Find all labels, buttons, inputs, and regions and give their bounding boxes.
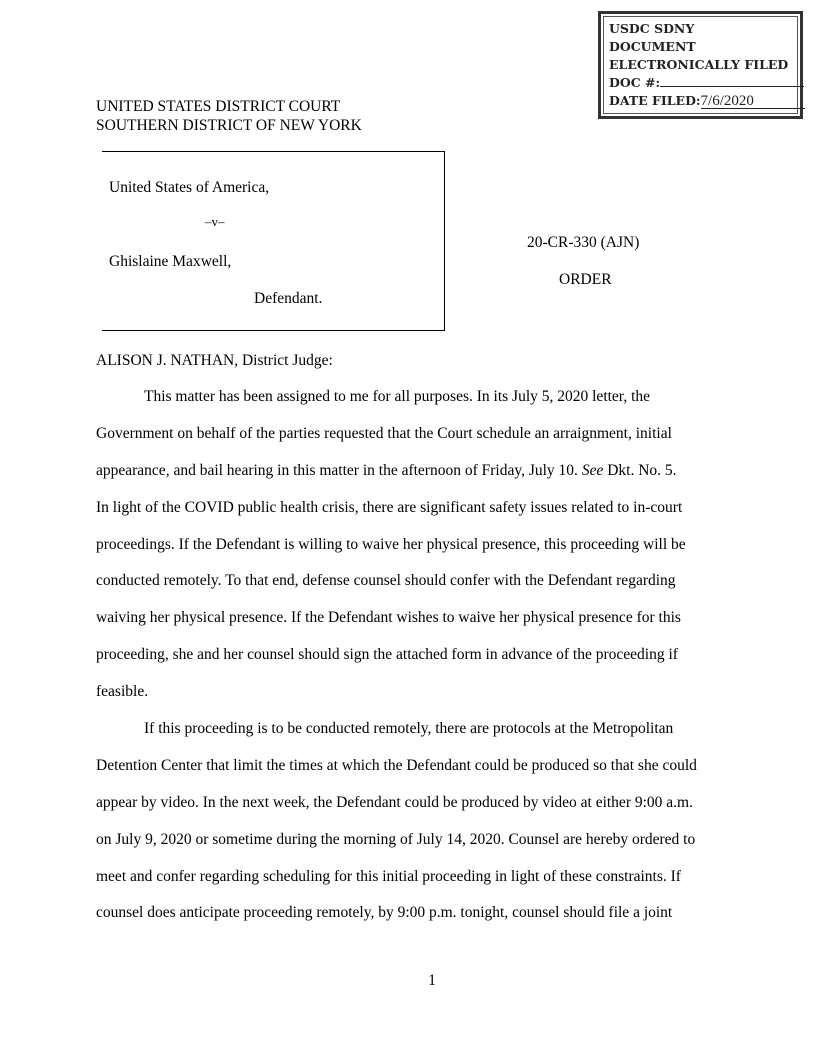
body-line: waiving her physical presence. If the Defendant wishes to waive her physical presence for this — [96, 609, 681, 627]
body-line: Government on behalf of the parties requested that the Court schedule an arraignment, initial — [96, 424, 672, 442]
filing-stamp — [598, 11, 803, 119]
stamp-court: USDC SDNY — [609, 21, 695, 36]
citation-signal: See — [581, 461, 604, 479]
caption-plaintiff: United States of America, — [109, 179, 270, 196]
body-line: conducted remotely. To that end, defense counsel should confer with the Defendant regarding — [96, 572, 676, 590]
order-body — [96, 385, 736, 938]
stamp-date-row — [609, 92, 794, 110]
page-number: 1 — [428, 972, 436, 989]
body-line: on July 9, 2020 or sometime during the morning of July 14, 2020. Counsel are hereby ordered to — [96, 830, 696, 848]
document-type: ORDER — [559, 271, 612, 288]
court-district: SOUTHERN DISTRICT OF NEW YORK — [96, 117, 362, 134]
stamp-doc-number-blank — [660, 74, 804, 87]
stamp-date-value: 7/6/2020 — [701, 94, 805, 109]
body-line: This matter has been assigned to me for all purposes. In its July 5, 2020 letter, the — [144, 388, 651, 405]
body-line — [96, 459, 736, 496]
court-header — [96, 97, 362, 135]
body-line: feasible. — [96, 683, 149, 701]
body-line: proceeding, she and her counsel should sign the attached form in advance of the proceeding if — [96, 646, 678, 664]
body-line: counsel does anticipate proceeding remotely, by 9:00 p.m. tonight, counsel should file a joint — [96, 904, 673, 922]
body-line: If this proceeding is to be conducted remotely, there are protocols at the Metropolitan — [144, 720, 674, 738]
case-caption-box — [102, 151, 445, 331]
stamp-electronically-filed: ELECTRONICALLY FILED — [609, 57, 789, 72]
stamp-doc-label: DOC #: — [609, 75, 661, 90]
body-line: Detention Center that limit the times at which the Defendant could be produced so that she could — [96, 756, 697, 774]
body-line: In light of the COVID public health crisis, there are significant safety issues related to in-court — [96, 498, 683, 516]
body-line: proceedings. If the Defendant is willing to waive her physical presence, this proceeding will be — [96, 535, 686, 553]
docket-citation: Dkt. No. 5. — [607, 461, 677, 479]
court-name: UNITED STATES DISTRICT COURT — [96, 98, 341, 115]
case-number: 20-CR-330 (AJN) — [527, 234, 640, 251]
caption-versus: –v– — [205, 214, 225, 229]
caption-defendant-label: Defendant. — [254, 290, 323, 307]
stamp-document: DOCUMENT — [609, 39, 696, 54]
stamp-date-label: DATE FILED: — [609, 93, 701, 108]
stamp-doc-number-row — [609, 74, 794, 92]
body-line: appear by video. In the next week, the Defendant could be produced by video at either 9:00 a.m. — [96, 793, 693, 811]
body-line: meet and confer regarding scheduling for this initial proceeding in light of these constraints. If — [96, 867, 681, 885]
judge-line: ALISON J. NATHAN, District Judge: — [96, 352, 333, 369]
caption-defendant-name: Ghislaine Maxwell, — [109, 253, 232, 270]
body-line-text: appearance, and bail hearing in this matter in the afternoon of Friday, July 10. — [96, 461, 578, 479]
